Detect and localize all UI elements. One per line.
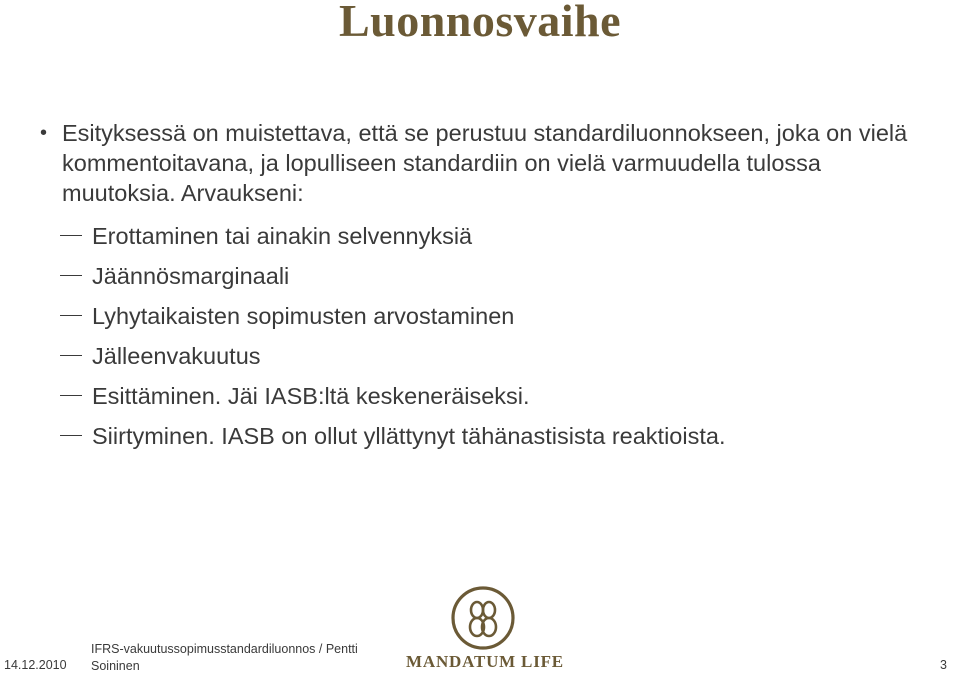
sub-list	[40, 216, 920, 456]
sub-item-text: Jäännösmarginaali	[92, 263, 290, 289]
logo-wordmark: MANDATUM LIFE	[406, 652, 564, 671]
dash-icon	[60, 395, 82, 396]
dash-icon	[60, 435, 82, 436]
sub-item	[40, 296, 920, 336]
company-logo	[400, 585, 570, 673]
sub-item-text: Erottaminen tai ainakin selvennyksiä	[92, 223, 473, 249]
dash-icon	[60, 235, 82, 236]
slide-content	[40, 118, 920, 456]
mandatum-life-logo-icon	[450, 585, 516, 651]
slide-title: Luonnosvaihe	[338, 0, 622, 46]
sub-item-text: Siirtyminen. IASB on ollut yllättynyt tähänastisista reaktioista.	[92, 423, 726, 449]
sub-item	[40, 216, 920, 256]
sub-item	[40, 416, 920, 456]
sub-item	[40, 376, 920, 416]
footer-text: IFRS-vakuutussopimusstandardiluonnos / Pentti Soininen	[91, 642, 358, 673]
sub-item	[40, 256, 920, 296]
bullet-dot-icon: •	[40, 122, 48, 144]
main-bullet	[40, 118, 920, 208]
sub-item-text: Lyhytaikaisten sopimusten arvostaminen	[92, 303, 515, 329]
sub-item-text: Esittäminen. Jäi IASB:ltä keskeneräiseksi.	[92, 383, 530, 409]
dash-icon	[60, 355, 82, 356]
page-number: 3	[940, 658, 947, 672]
dash-icon	[60, 315, 82, 316]
main-bullet-text: Esityksessä on muistettava, että se perustuu standardiluonnokseen, joka on vielä kommentoitavana, ja lopulliseen standardiin on vielä varmuudella tulossa muutoksia. Arvaukseni:	[62, 120, 908, 206]
footer-date: 14.12.2010	[4, 658, 67, 672]
dash-icon	[60, 275, 82, 276]
sub-item	[40, 336, 920, 376]
sub-item-text: Jälleenvakuutus	[92, 343, 261, 369]
